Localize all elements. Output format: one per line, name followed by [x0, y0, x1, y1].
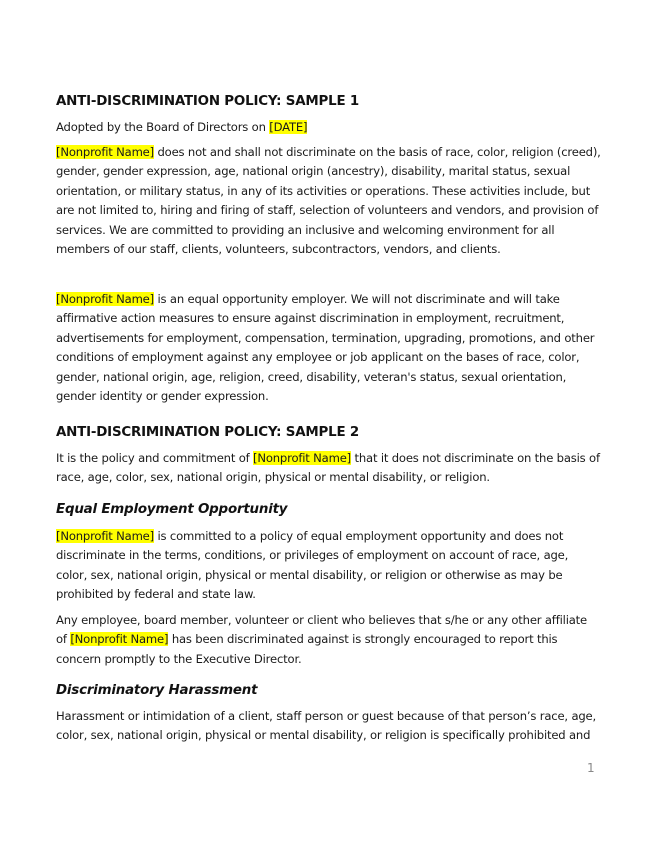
eeo-heading: Equal Employment Opportunity: [56, 502, 288, 517]
paragraph-text: does not and shall not discriminate on the basis of race, color, religion (creed), gender, gender expression, age, national origin (ancestry), disability, marital status, sexual orientation, or military status, in any of its activities or operations. These activities include, but are not limited to, hiring and firing of staff, selection of volunteers and vendors, and provision of services. We are committed to providing an inclusive and welcoming environment for all members of our staff, clients, volunteers, subcontractors, vendors, and clients.: [56, 145, 601, 257]
sample1-title: ANTI-DISCRIMINATION POLICY: SAMPLE 1: [56, 94, 360, 109]
org-name-placeholder: [Nonprofit Name]: [56, 292, 154, 306]
sample1-paragraph-2: [56, 290, 601, 406]
paragraph-text: is an equal opportunity employer. We will not discriminate and will take affirmative action measures to ensure against discrimination in employment, recruitment, advertisements for employment, compensation, termination, upgrading, promotions, and other conditions of employment against any employee or job applicant on the bases of race, color, gender, national origin, age, religion, creed, disability, veteran's status, sexual orientation, gender identity or gender expression.: [56, 292, 595, 404]
page-number: 1: [587, 761, 595, 775]
paragraph-text: is committed to a policy of equal employment opportunity and does not discriminate in the terms, conditions, or privileges of employment on account of race, age, color, sex, national origin, physical or mental disability, or religion or otherwise as may be prohibited by federal and state law.: [56, 529, 569, 602]
eeo-paragraph: [56, 527, 601, 605]
report-prefix: Any employee, board member, volunteer or client who believes that s/he or any other affiliate of: [56, 613, 587, 647]
adopted-line: [56, 118, 601, 137]
org-name-placeholder: [Nonprofit Name]: [70, 632, 169, 647]
org-name-placeholder: [Nonprofit Name]: [253, 451, 351, 465]
org-name-placeholder: [Nonprofit Name]: [56, 145, 154, 159]
sample2-title: ANTI-DISCRIMINATION POLICY: SAMPLE 2: [56, 425, 360, 440]
report-suffix: has been discriminated against is strongly encouraged to report this concern promptly to the Executive Director.: [56, 632, 558, 666]
harassment-heading: Discriminatory Harassment: [56, 683, 258, 698]
harassment-paragraph: Harassment or intimidation of a client, staff person or guest because of that person’s race, age, color, sex, national origin, physical or mental disability, or religion is specifically prohibited and: [56, 709, 597, 743]
adopted-date-placeholder: [DATE]: [269, 120, 308, 134]
sample1-paragraph-1: [56, 143, 601, 259]
org-name-placeholder: [Nonprofit Name]: [56, 529, 154, 543]
report-paragraph: [56, 611, 601, 669]
intro-prefix: It is the policy and commitment of: [56, 451, 254, 465]
sample2-intro: [56, 449, 601, 488]
intro-suffix: that it does not discriminate on the basis of race, age, color, sex, national origin, physical or mental disability, or religion.: [56, 451, 600, 485]
adopted-prefix: Adopted by the Board of Directors on: [56, 120, 270, 134]
